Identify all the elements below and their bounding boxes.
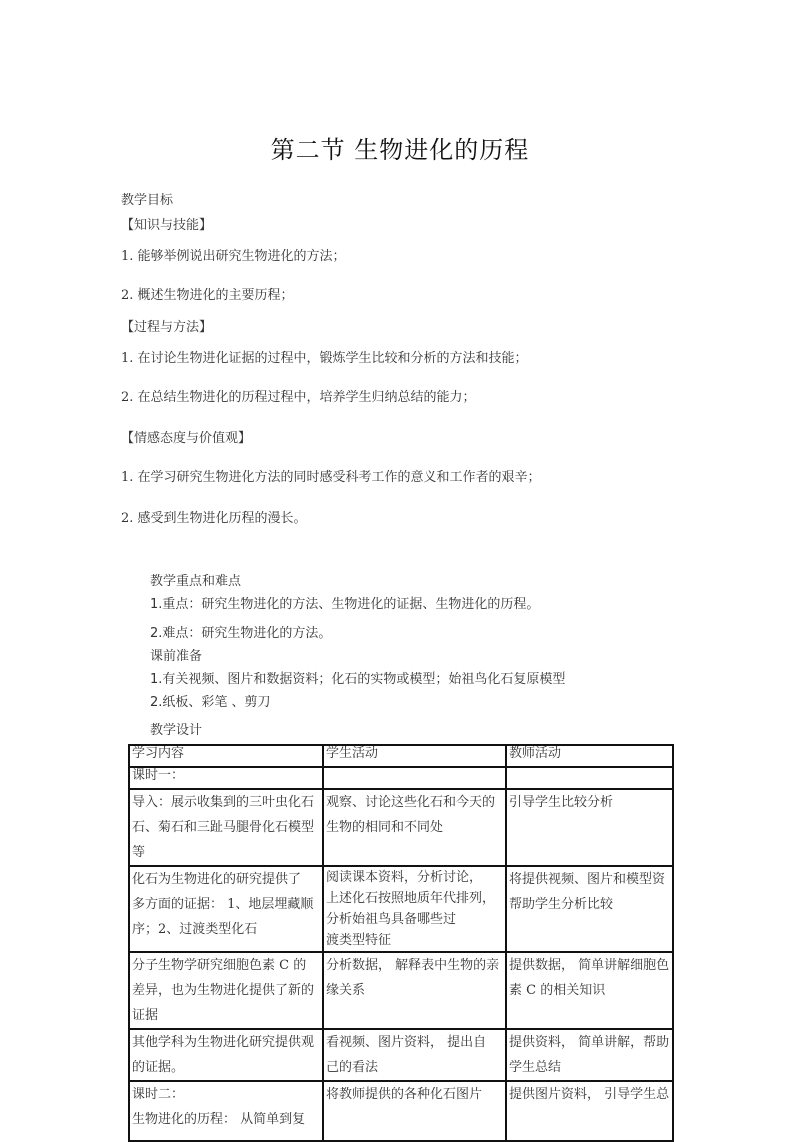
- cell-text: 化石为生物进化的研究提供了: [132, 872, 302, 887]
- cell-text: 己的看法: [326, 1060, 379, 1075]
- table-cell: [506, 952, 673, 1029]
- table-cell: [129, 1081, 323, 1141]
- cell-text: 将教师提供的各种化石图片: [326, 1087, 483, 1102]
- cell-text: 生物进化的历程： 从简单到复: [132, 1112, 306, 1127]
- table-header-row: [129, 745, 673, 767]
- process-item: 2. 在总结生物进化的历程过程中，培养学生归纳总结的能力；: [121, 390, 476, 405]
- table-cell: [129, 952, 323, 1029]
- cell-text: 的证据。: [132, 1060, 185, 1075]
- cell-text: 学生总结: [509, 1060, 562, 1075]
- preparation-item: 2.纸板、彩笔 、剪刀: [150, 695, 271, 710]
- header-cell-teacher: 教师活动: [506, 745, 673, 767]
- process-heading: 【过程与方法】: [121, 320, 213, 335]
- preparation-heading: 课前准备: [150, 649, 203, 664]
- cell-text: 提供图片资料， 引导学生总: [509, 1087, 670, 1102]
- preparation-item: 1.有关视频、图片和数据资料；化石的实物或模型；始祖鸟化石复原模型: [150, 672, 566, 687]
- attitude-item: 2. 感受到生物进化历程的漫长。: [121, 511, 307, 526]
- table-row: [129, 767, 673, 789]
- table-cell: [506, 866, 673, 952]
- cell-text: 差异，也为生物进化提供了新的: [132, 983, 315, 998]
- table-cell: [129, 767, 323, 789]
- header-cell-student: 学生活动: [323, 745, 506, 767]
- design-heading: 教学设计: [150, 723, 203, 738]
- cell-text: 缘关系: [326, 983, 366, 998]
- cell-text: 生物的相同和不同处: [326, 820, 444, 835]
- table-cell: [323, 1081, 506, 1141]
- table-cell: [506, 1081, 673, 1141]
- cell-text: 导入：展示收集到的三叶虫化石: [132, 795, 315, 810]
- cell-text: 提供数据， 简单讲解细胞色: [509, 958, 670, 973]
- cell-text: 观察、讨论这些化石和今天的: [326, 795, 496, 810]
- table-cell: [323, 767, 506, 789]
- table-cell: [323, 952, 506, 1029]
- cell-text: 序；2、过渡类型化石: [132, 922, 258, 937]
- cell-text: 多方面的证据： 1、地层埋藏顺: [132, 897, 314, 912]
- table-cell: [129, 1029, 323, 1081]
- cell-text: 素 C 的相关知识: [509, 983, 606, 998]
- cell-text: 渡类型特征: [326, 933, 392, 948]
- objectives-heading: 教学目标: [121, 193, 174, 208]
- knowledge-heading: 【知识与技能】: [121, 218, 213, 233]
- attitude-item: 1. 在学习研究生物进化方法的同时感受科考工作的意义和工作者的艰辛；: [121, 470, 541, 485]
- key-point-item: 2.难点：研究生物进化的方法。: [150, 626, 332, 641]
- table-cell: [323, 789, 506, 866]
- table-row: [129, 789, 673, 866]
- table-cell: [506, 1029, 673, 1081]
- table-cell: [323, 866, 506, 952]
- table-cell: [323, 1029, 506, 1081]
- table-cell: [506, 789, 673, 866]
- cell-text: 上述化石按照地质年代排列，: [326, 891, 496, 906]
- cell-text: 帮助学生分析比较: [509, 897, 614, 912]
- cell-text: 提供资料， 简单讲解，帮助: [509, 1035, 670, 1050]
- header-cell-content: 学习内容: [129, 745, 323, 767]
- teaching-design-table: [128, 744, 674, 1142]
- cell-text: 引导学生比较分析: [509, 795, 614, 810]
- page-title: 第二节 生物进化的历程: [270, 136, 530, 164]
- cell-text: 将提供视频、图片和模型资: [509, 872, 666, 887]
- table-cell: [129, 866, 323, 952]
- key-point-item: 1.重点：研究生物进化的方法、生物进化的证据、生物进化的历程。: [150, 597, 540, 612]
- key-points-heading: 教学重点和难点: [150, 574, 242, 589]
- cell-text: 等: [132, 845, 146, 860]
- process-item: 1. 在讨论生物进化证据的过程中，锻炼学生比较和分析的方法和技能；: [121, 351, 528, 366]
- cell-text: 分析数据， 解释表中生物的亲: [326, 958, 500, 973]
- cell-text: 分析始祖鸟具备哪些过: [326, 912, 457, 927]
- cell-text: 阅读课本资料，分析讨论，: [326, 870, 483, 885]
- table-row: [129, 1081, 673, 1141]
- knowledge-item: 1. 能够举例说出研究生物进化的方法；: [121, 249, 346, 264]
- cell-text: 课时一：: [132, 768, 185, 783]
- attitude-heading: 【情感态度与价值观】: [121, 431, 252, 446]
- table-row: [129, 1029, 673, 1081]
- cell-text: 分子生物学研究细胞色素 C 的: [132, 958, 307, 973]
- knowledge-item: 2. 概述生物进化的主要历程；: [121, 288, 294, 303]
- cell-text: 其他学科为生物进化研究提供观: [132, 1035, 315, 1050]
- cell-text: 看视频、图片资料， 提出自: [326, 1035, 487, 1050]
- cell-text: 证据: [132, 1008, 159, 1023]
- table-row: [129, 866, 673, 952]
- table-cell: [506, 767, 673, 789]
- table-row: [129, 952, 673, 1029]
- cell-text: 石、菊石和三趾马腿骨化石模型: [132, 820, 315, 835]
- table-cell: [129, 789, 323, 866]
- cell-text: 课时二：: [132, 1087, 185, 1102]
